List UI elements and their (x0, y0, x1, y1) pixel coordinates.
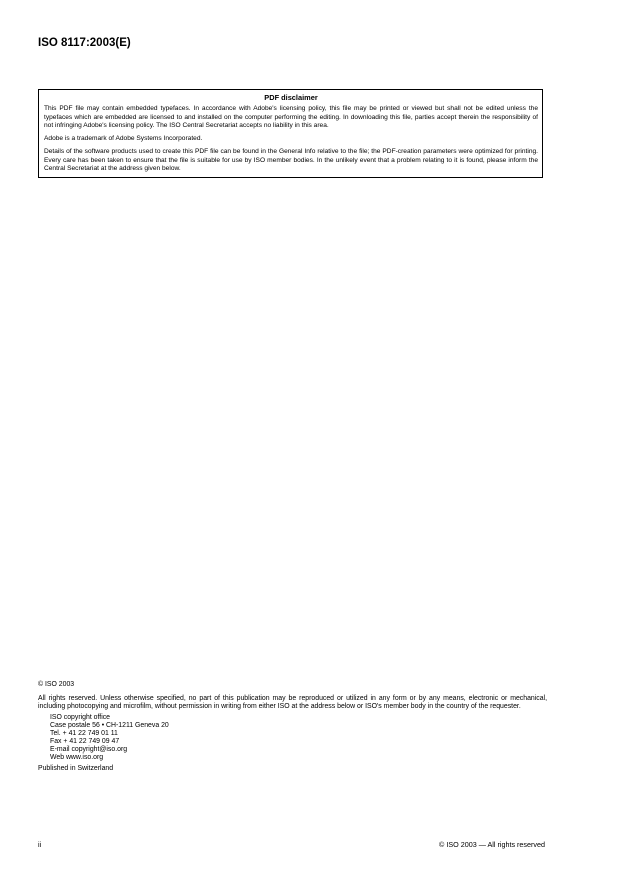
address-line: Fax + 41 22 749 09 47 (50, 738, 120, 746)
footer-rights: © ISO 2003 — All rights reserved (439, 840, 545, 849)
page-number: ii (38, 840, 42, 849)
disclaimer-paragraph: This PDF file may contain embedded typefaces. In accordance with Adobe's licensing policy, this file may be printed or viewed but shall not be edited unless the typefaces which are embedded are licensed to and installed on the computer performing the editing. In downloading this file, parties accept therein the responsibility of not infringing Adobe's licensing policy. The ISO Central Secretariat accepts no liability in this area. (44, 105, 538, 129)
rights-text: All rights reserved. Unless otherwise specified, no part of this publication may be reproduced or utilized in any form or by any means, electronic or mechanical, including photocopying and microfilm, without permission in writing from either ISO at the address below or ISO's member body in the country of the requester. (38, 694, 547, 711)
disclaimer-paragraph: Details of the software products used to create this PDF file can be found in the General Info relative to the file; the PDF-creation parameters were optimized for printing. Every care has been taken to ensure that the file is suitable for use by ISO member bodies. In the unlikely event that a problem relating to it is found, please inform the Central Secretariat at the address given below. (44, 148, 538, 173)
address-line: ISO copyright office (50, 714, 111, 722)
address-line: Web www.iso.org (50, 754, 104, 762)
address-line: E-mail copyright@iso.org (50, 746, 128, 754)
disclaimer-title: PDF disclaimer (264, 93, 318, 102)
published-in: Published in Switzerland (38, 765, 114, 773)
copyright-notice (38, 681, 547, 774)
document-id: ISO 8117:2003(E) (38, 37, 131, 49)
address-line: Tel. + 41 22 749 01 11 (50, 730, 118, 738)
copyright-office-address (38, 714, 547, 762)
copyright-line: © ISO 2003 (38, 681, 75, 688)
address-line: Case postale 56 • CH-1211 Geneva 20 (50, 722, 169, 730)
disclaimer-paragraph: Adobe is a trademark of Adobe Systems Incorporated. (44, 135, 203, 143)
pdf-disclaimer-box (38, 89, 543, 178)
